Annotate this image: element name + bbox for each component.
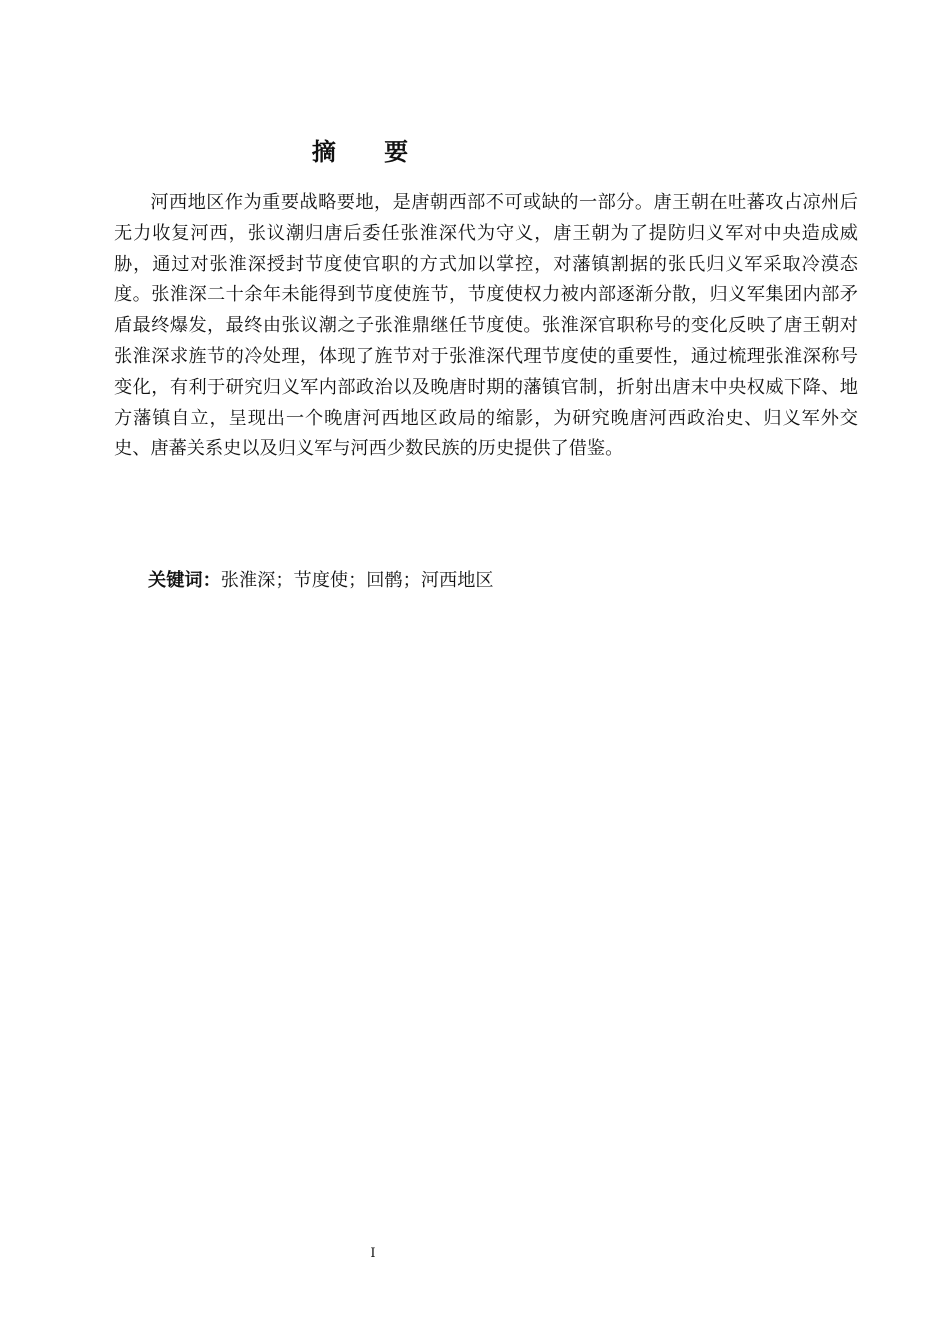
keywords-value: 张淮深；节度使；回鹘；河西地区	[220, 570, 494, 591]
keywords-label: 关键词：	[148, 570, 221, 591]
keywords-line	[148, 566, 848, 596]
abstract-paragraph: 河西地区作为重要战略要地，是唐朝西部不可或缺的一部分。唐王朝在吐蕃攻占凉州后无力收复河西，张议潮归唐后委任张淮深代为守义，唐王朝为了提防归义军对中央造成威胁，通过对张淮深授封节度使官职的方式加以掌控，对藩镇割据的张氏归义军采取冷漠态度。张淮深二十余年未能得到节度使旌节，节度使权力被内部逐渐分散，归义军集团内部矛盾最终爆发，最终由张议潮之子张淮鼎继任节度使。张淮深官职称号的变化反映了唐王朝对张淮深求旌节的冷处理，体现了旌节对于张淮深代理节度使的重要性，通过梳理张淮深称号变化，有利于研究归义军内部政治以及晚唐时期的藩镇官制，折射出唐末中央权威下降、地方藩镇自立，呈现出一个晚唐河西地区政局的缩影，为研究晚唐河西政治史、归义军外交史、唐蕃关系史以及归义军与河西少数民族的历史提供了借鉴。	[114, 192, 858, 460]
page-number: I	[370, 1246, 376, 1261]
abstract-title: 摘 要	[311, 138, 429, 166]
